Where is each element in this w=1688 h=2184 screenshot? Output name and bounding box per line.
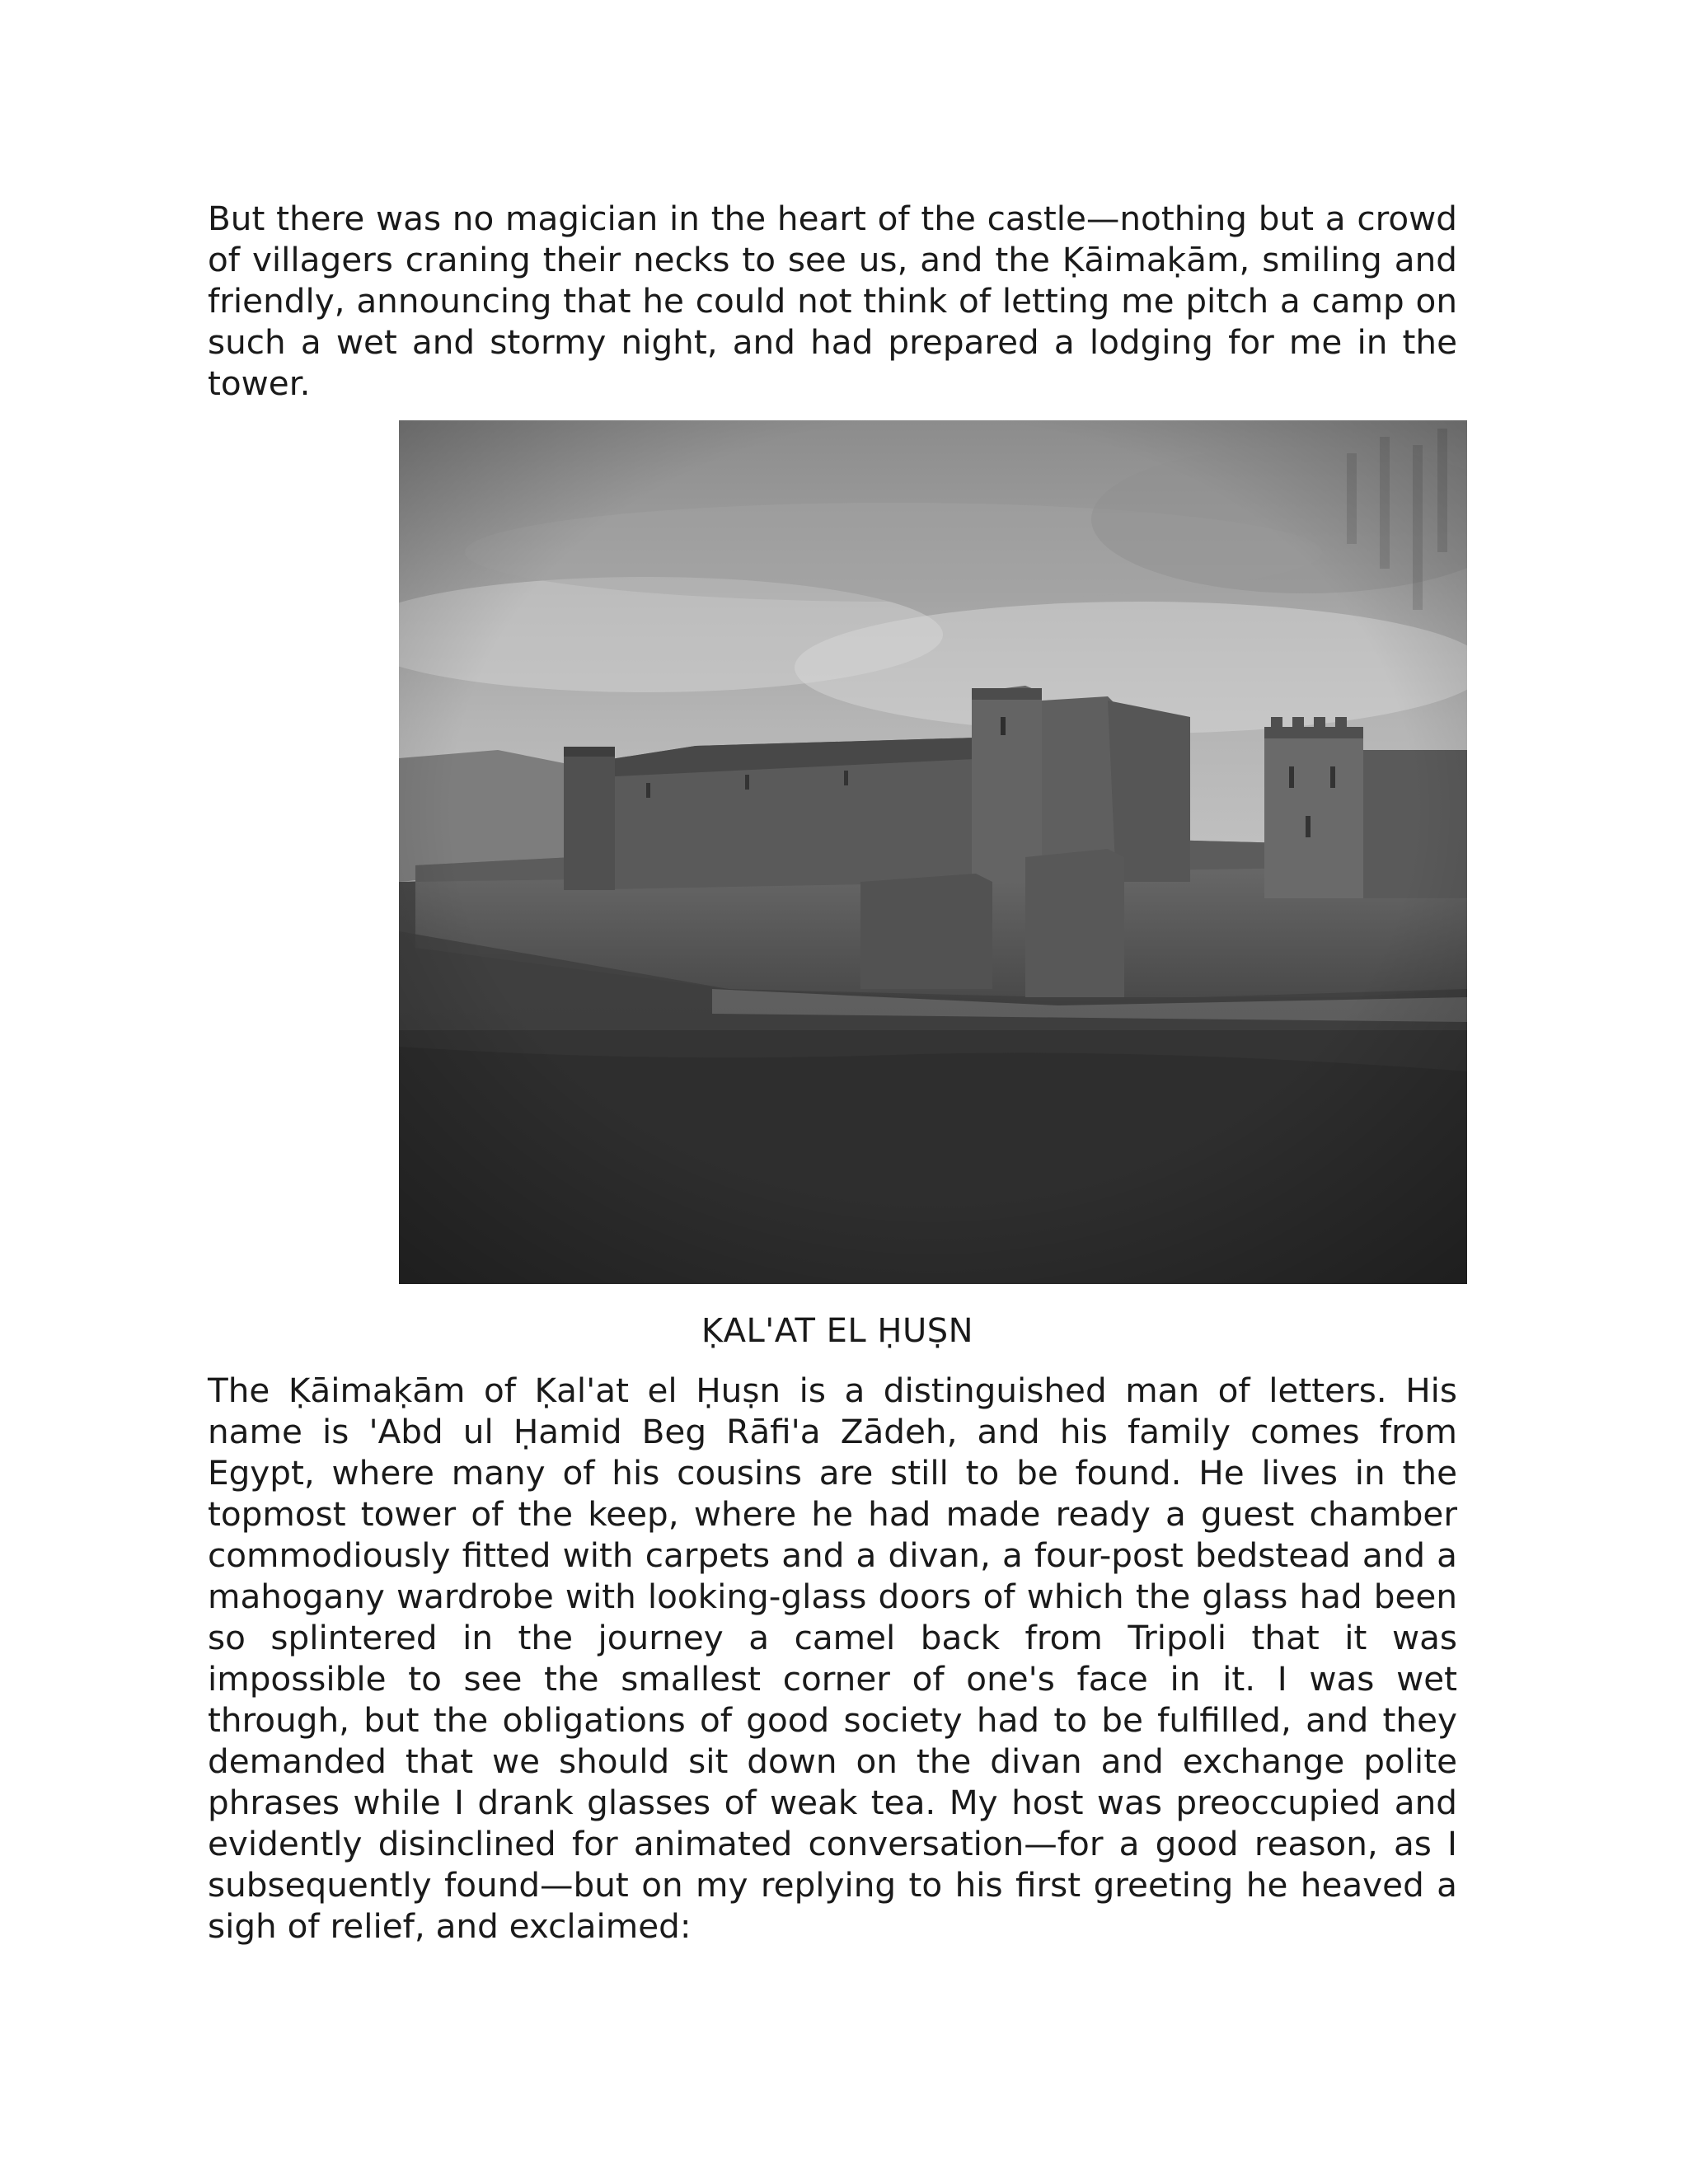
paragraph-2: The Ḳāimaḳām of Ḳal'at el Ḥuṣn is a distinguished man of letters. His name is 'Abd ul Ḥamid Beg Rāfi'a Zādeh, and his family comes from Egypt, where many of his cousins are still to be found. He lives in the topmost tower of the keep, where he had made ready a guest chamber commodiously fitted with carpets and a divan, a four-post bedstead and a mahogany wardrobe with looking-glass doors of which the glass had been so splintered in the journey a camel back from Tripoli that it was impossible to see the smallest corner of one's face in it. I was wet through, but the obligations of good society had to be fulfilled, and they demanded that we should sit down on the divan and exchange polite phrases while I drank glasses of weak tea. My host was preoccupied and evidently disinclined for animated conversation—for a good reason, as I subsequently found—but on my replying to his first greeting he heaved a sigh of relief, and exclaimed: xyxy=(208,1371,1457,1946)
castle-photograph-illustration xyxy=(399,420,1467,1284)
figure-caption: ḲAL'AT EL ḤUṢN xyxy=(701,1312,974,1350)
castle-photograph xyxy=(399,420,1467,1284)
paragraph-1: But there was no magician in the heart of the castle—nothing but a crowd of villagers craning their necks to see us, and the Ḳāimaḳām, smiling and friendly, announcing that he could not think of letting me pitch a camp on such a wet and stormy night, and had prepared a lodging for me in the tower. xyxy=(208,199,1457,403)
